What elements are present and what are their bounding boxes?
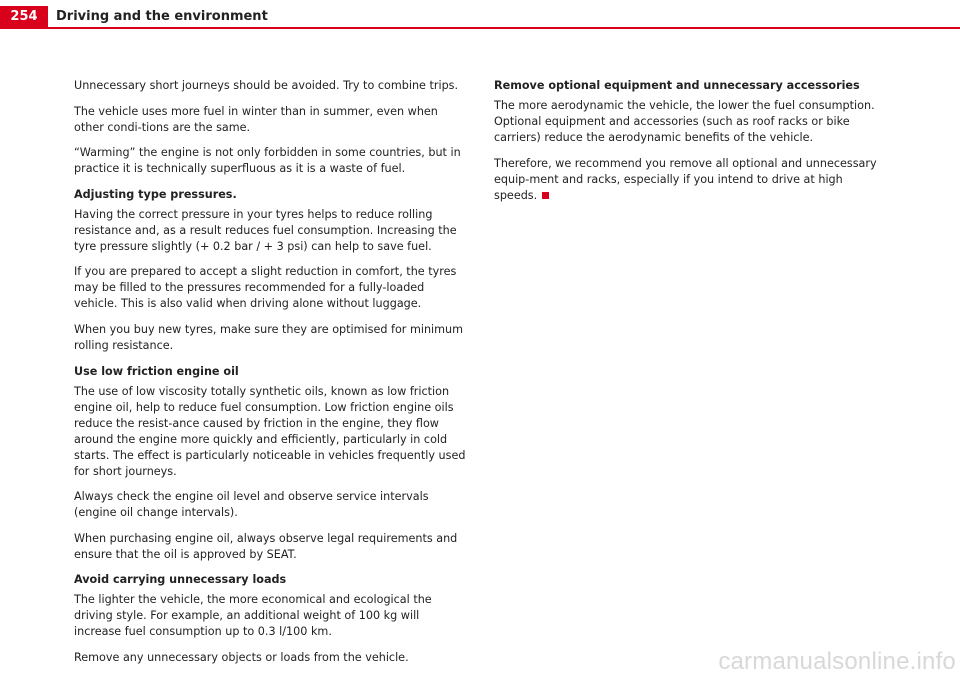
- section-heading: Remove optional equipment and unnecessary accessories: [494, 79, 860, 92]
- page-header: [0, 0, 960, 32]
- section-heading: Use low friction engine oil: [74, 364, 239, 378]
- right-column: [494, 78, 886, 213]
- paragraph-with-end-mark: [494, 156, 886, 204]
- paragraph: The use of low viscosity totally synthetic oils, known as low friction engine oil, help to reduce fuel consumption. Low friction engine oils reduce the resist-ance caused by friction in the engine, they flow around the engine more quickly and efficiently, particularly in cold starts. The effect is particularly noticeable in vehicles frequently used for short journeys.: [74, 384, 466, 478]
- header-rule: [0, 27, 960, 29]
- paragraph: If you are prepared to accept a slight reduction in comfort, the tyres may be filled to the pressures recommended for a fully-loaded vehicle. This is also valid when driving alone without luggage.: [74, 265, 457, 311]
- paragraph: Remove any unnecessary objects or loads from the vehicle.: [74, 650, 409, 664]
- section-end-icon: [542, 192, 549, 199]
- paragraph: Having the correct pressure in your tyres helps to reduce rolling resistance and, as a result reduces fuel consumption. Increasing the tyre pressure slightly (+ 0.2 bar / + 3 psi) can help to save fuel.: [74, 207, 457, 253]
- left-column: [74, 78, 466, 676]
- section-heading: Avoid carrying unnecessary loads: [74, 573, 287, 587]
- paragraph: Always check the engine oil level and observe service intervals (engine oil change intervals).: [74, 490, 429, 520]
- paragraph: When you buy new tyres, make sure they are optimised for minimum rolling resistance.: [74, 322, 464, 352]
- paragraph-text: Therefore, we recommend you remove all optional and unnecessary equip-ment and racks, especially if you intend to drive at high speeds.: [494, 156, 877, 202]
- section-heading: Adjusting type pressures.: [74, 187, 237, 201]
- paragraph: When purchasing engine oil, always observe legal requirements and ensure that the oil is approved by SEAT.: [74, 531, 458, 561]
- watermark: carmanualsonline.info: [718, 648, 956, 675]
- paragraph: “Warming” the engine is not only forbidden in some countries, but in practice it is technically superfluous as it is a waste of fuel.: [74, 146, 461, 176]
- paragraph: The lighter the vehicle, the more economical and ecological the driving style. For example, an additional weight of 100 kg will increase fuel consumption up to 0.3 l/100 km.: [74, 593, 432, 639]
- paragraph: Unnecessary short journeys should be avoided. Try to combine trips.: [74, 79, 459, 92]
- paragraph: The vehicle uses more fuel in winter than in summer, even when other condi-tions are the same.: [74, 104, 438, 134]
- chapter-title: Driving and the environment: [56, 9, 268, 24]
- paragraph: The more aerodynamic the vehicle, the lower the fuel consumption. Optional equipment and accessories (such as roof racks or bike carriers) reduce the aerodynamic benefits of the vehicle.: [494, 99, 875, 144]
- page-number: 254: [0, 6, 48, 28]
